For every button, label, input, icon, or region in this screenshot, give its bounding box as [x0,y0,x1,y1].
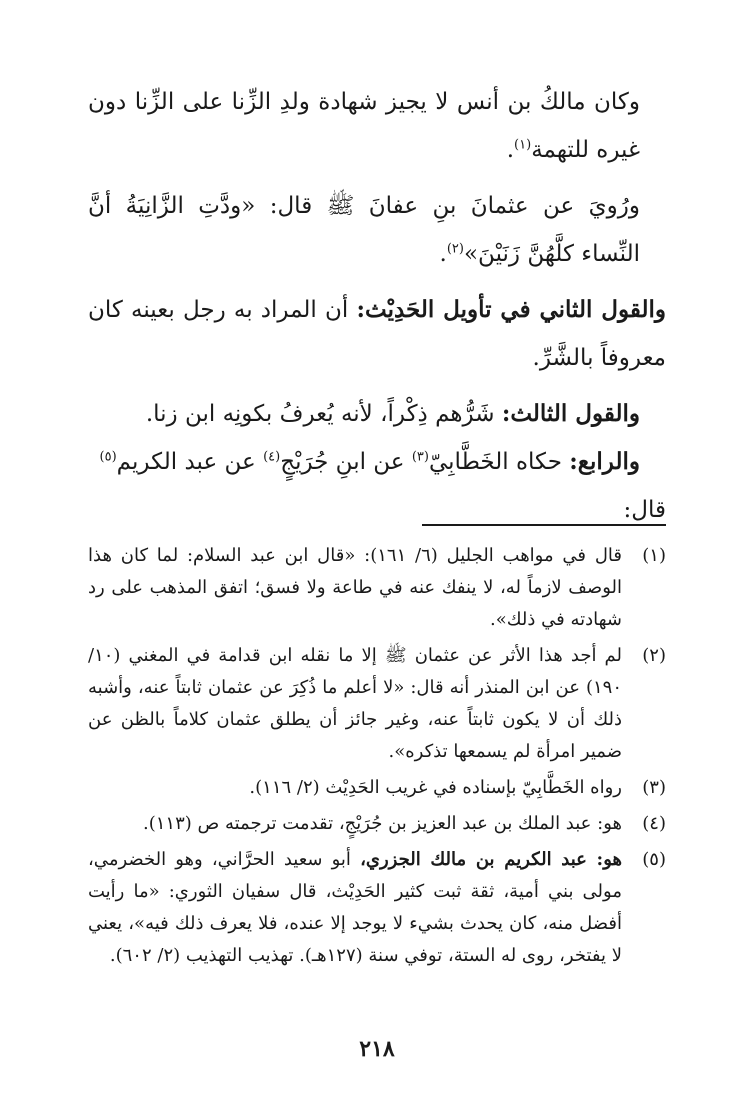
paragraph-5-text-c: عن عبد الكريم [116,449,264,475]
paragraph-5-text-a: حكاه الخَطَّابِيّ [428,449,570,475]
footnote-ref-5: (٥) [99,449,117,465]
footnote-number: (٢) [642,645,666,666]
footnote-number: (٤) [642,813,666,834]
paragraph-3-text: أن المراد به رجل بعينه كان معروفاً بالشَّرِّ. [88,297,666,371]
paragraph-4 [88,390,666,438]
paragraph-5-heading: والرابع: [569,448,640,475]
footnote-number: (١) [642,545,666,566]
footnote-ref-1: (١) [514,137,532,153]
footnote-text: لم أجد هذا الأثر عن عثمان ﷺ إلا ما نقله ابن قدامة في المغني (١٠/ ١٩٠) عن ابن المنذر أنه قال: «لا أعلم ما ذُكِرَ عن عثمان ثابتاً عنه، وأشبه ذلك أن لا يكون ثابتاً عنه، وغير جائز أن يطلق عثمان كلاماً بالظن عن ضمير امرأة لم يسمعها تذكره». [88,645,622,762]
footnote-5-bold: هو: عبد الكريم بن مالك الجزري، [360,849,622,870]
paragraph-1-text: وكان مالكُ بن أنس لا يجيز شهادة ولدِ الزِّنا على الزِّنا دون غيره للتهمة [88,89,640,163]
footnote-number: (٣) [642,777,666,798]
page-number: ٢١٨ [359,1036,395,1062]
footnote-text: قال في مواهب الجليل (٦/ ١٦١): «قال ابن عبد السلام: لما كان هذا الوصف لازماً له، لا ينفك عنه في طاعة ولا فسق؛ اتفق المذهب على رد شهادته في ذلك». [88,545,622,630]
paragraph-4-heading: والقول الثالث: [501,400,640,427]
main-text [88,78,666,534]
footnote-number: (٥) [642,849,666,870]
footnote-ref-4: (٤) [263,449,281,465]
footnote-5 [88,844,666,972]
footnotes [88,540,666,976]
paragraph-5 [88,438,666,486]
paragraph-4-text: شَرُّهم ذِكْراً، لأنه يُعرفُ بكونِه ابن زنا. [145,401,502,427]
paragraph-3 [88,286,666,382]
footnote-ref-3: (٣) [411,449,429,465]
footnote-5-rest: أبو سعيد الحرَّاني، وهو الخضرمي، مولى بني أمية، ثقة ثبت كثير الحَدِيْث، قال سفيان الثوري: «ما رأيت أفضل منه، كان يحدث بشيء لا يوجد إلا عنده، فلا يعرف ذلك فيه»، يعني لا يفتخر، روى له الستة، توفي سنة (١٢٧هـ). تهذيب التهذيب (٢/ ٦٠٢). [88,849,622,966]
footnote-3 [88,772,666,804]
footnote-text: رواه الخَطَّابِيّ بإسناده في غريب الحَدِيْث (٢/ ١١٦). [249,777,622,798]
footnote-2 [88,640,666,768]
paragraph-2 [88,182,666,278]
paragraph-6 [88,486,666,534]
paragraph-6-text: قال: [623,497,666,523]
paragraph-1-end: . [506,137,515,163]
footnote-ref-2: (٢) [446,241,464,257]
footnote-text: هو: عبد الملك بن عبد العزيز بن جُرَيْجٍ، تقدمت ترجمته ص (١١٣). [142,813,622,834]
paragraph-5-text-b: عن ابنِ جُرَيْجٍ [280,449,412,475]
paragraph-1 [88,78,666,174]
paragraph-3-heading: والقول الثاني في تأويل الحَدِيْث: [356,296,666,323]
paragraph-2-end: . [439,241,447,267]
footnote-text [88,844,622,972]
footnote-4 [88,808,666,840]
footnote-1 [88,540,666,636]
footnote-separator [422,524,666,526]
paragraph-2-text: ورُويَ عن عثمانَ بنِ عفانَ ﷺ قال: «ودَّتِ الزَّانِيَةُ أنَّ النِّساء كلَّهُنَّ زَنَيْنَ» [88,193,640,267]
